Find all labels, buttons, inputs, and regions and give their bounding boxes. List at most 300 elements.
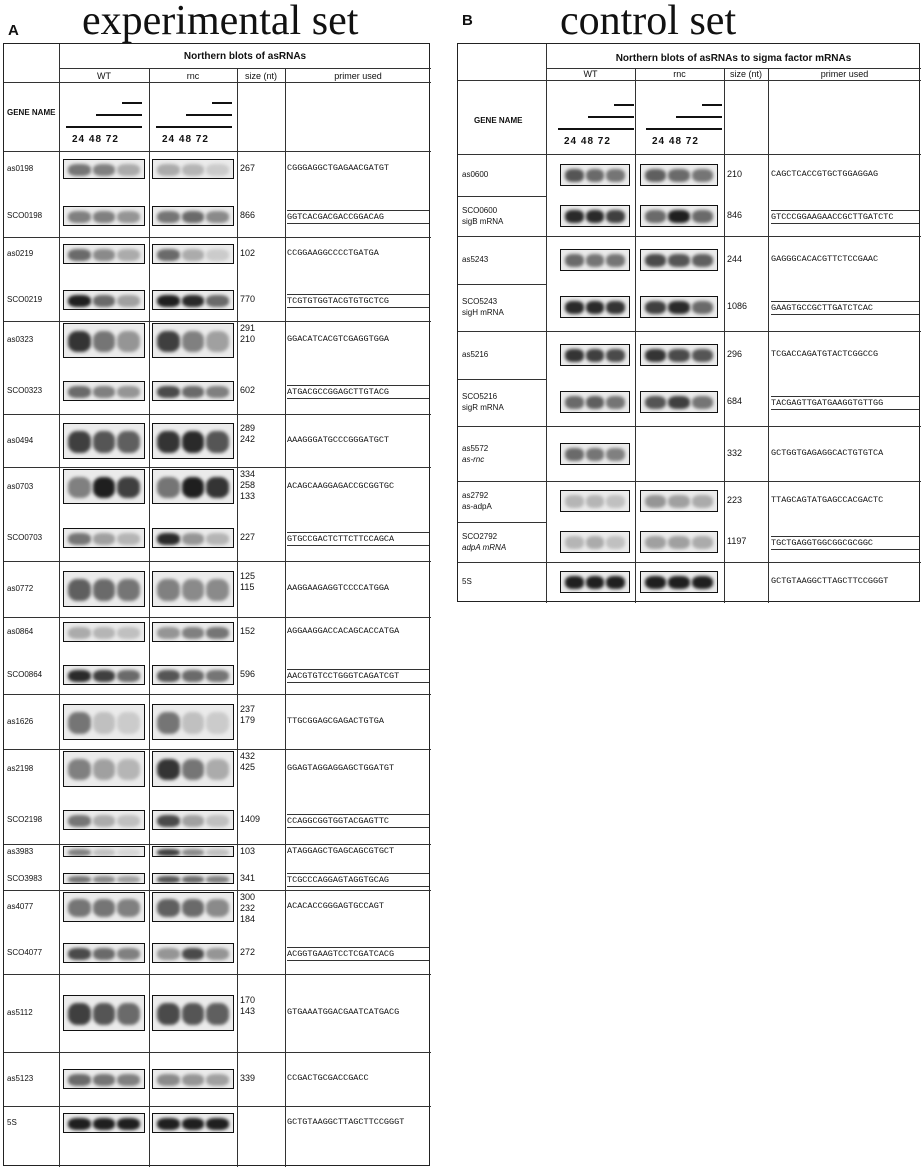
blot-band: [68, 815, 91, 827]
group-divider: [4, 237, 431, 238]
blot-wt: [63, 423, 145, 459]
blot-band: [93, 815, 116, 827]
gene-name: as0323: [7, 335, 34, 345]
blot-band: [206, 876, 229, 883]
blot-band: [157, 1003, 180, 1025]
blot-band: [93, 670, 116, 682]
blot-wt: [63, 873, 145, 884]
group-divider: [458, 481, 921, 482]
blot-band: [606, 576, 625, 589]
blot-band: [93, 849, 116, 856]
blot-band: [157, 815, 180, 827]
blot-rnc: [640, 164, 718, 186]
gene-name: [462, 296, 504, 318]
time-header-divider: [458, 154, 921, 155]
primer-sequence: GAAGTGCCGCTTGATCTCAC: [771, 301, 919, 315]
blot-wt: [63, 244, 145, 264]
blot-band: [206, 759, 229, 780]
col-header-size: size (nt): [244, 71, 277, 81]
blot-band: [645, 495, 666, 508]
blot-rnc: [152, 571, 234, 607]
blot-band: [117, 627, 140, 639]
blot-band: [182, 759, 205, 780]
blot-band: [68, 211, 91, 223]
blot-band: [668, 254, 689, 267]
group-divider: [4, 561, 431, 562]
time-point-labels: 24 48 72: [652, 136, 699, 147]
blot-band: [206, 1003, 229, 1025]
blot-wt: [63, 810, 145, 830]
panel-a-letter: A: [8, 22, 19, 39]
blot-band: [606, 254, 625, 267]
gene-name: SCO4077: [7, 948, 43, 957]
blot-band: [182, 431, 205, 453]
group-divider: [4, 694, 431, 695]
primer-sequence: ACAGCAAGGAGACCGCGGTGC: [287, 480, 395, 491]
blot-band: [157, 386, 180, 398]
blot-band: [93, 899, 116, 917]
blot-band: [93, 249, 116, 261]
primer-sequence: GCTGTAAGGCTTAGCTTCCGGGT: [771, 576, 889, 586]
blot-band: [68, 533, 91, 545]
gene-id: SCO2792: [462, 532, 498, 541]
blot-rnc: [152, 469, 234, 504]
gene-id: as5572: [462, 444, 489, 453]
gene-name: [462, 349, 488, 360]
blot-band: [93, 477, 116, 498]
blot-band: [117, 849, 140, 856]
blot-band: [182, 477, 205, 498]
blot-rnc: [152, 1113, 234, 1133]
blot-band: [68, 579, 91, 601]
blot-band: [182, 579, 205, 601]
blot-band: [206, 948, 229, 960]
blot-band: [117, 899, 140, 917]
blot-rnc: [152, 290, 234, 310]
group-divider: [458, 426, 921, 427]
primer-sequence: GTCCCGGAAGAACCGCTTGATCTC: [771, 210, 919, 224]
blot-wt: [560, 205, 630, 227]
blot-band: [157, 627, 180, 639]
blot-band: [182, 386, 205, 398]
blot-band: [93, 431, 116, 453]
blot-band: [206, 431, 229, 453]
blot-wt: [63, 206, 145, 226]
blot-band: [68, 295, 91, 307]
blot-rnc: [640, 249, 718, 271]
band-size: 244: [727, 254, 743, 264]
blot-rnc: [640, 205, 718, 227]
gene-name: as0864: [7, 627, 34, 636]
gene-name: [462, 391, 504, 413]
primer-sequence: TCGTGTGGTACGTGTGCTCG: [287, 294, 429, 308]
blot-rnc: [152, 846, 234, 857]
blot-band: [68, 386, 91, 398]
blot-band: [565, 495, 584, 508]
col-header-rnc: rnc: [186, 71, 200, 81]
row-divider: [458, 379, 546, 380]
blot-band: [68, 670, 91, 682]
group-divider: [4, 749, 431, 750]
blot-wt: [63, 469, 145, 504]
gene-name: SCO2198: [7, 815, 43, 824]
blot-band: [692, 349, 713, 362]
band-size: 210: [727, 169, 743, 179]
gene-name: as5123: [7, 1074, 34, 1083]
blot-wt: [63, 665, 145, 685]
blot-band: [206, 1118, 229, 1130]
gene-description: as-adpA: [462, 502, 492, 511]
blot-band: [206, 249, 229, 261]
blot-band: [93, 164, 116, 176]
group-divider: [4, 617, 431, 618]
blot-band: [645, 254, 666, 267]
blot-band: [182, 712, 205, 734]
blot-band: [68, 1003, 91, 1025]
blot-wt: [560, 490, 630, 512]
blot-wt: [560, 391, 630, 413]
blot-rnc: [152, 810, 234, 830]
blot-rnc: [640, 391, 718, 413]
blot-band: [586, 495, 605, 508]
blot-band: [692, 495, 713, 508]
blot-wt: [63, 381, 145, 401]
blot-band: [117, 579, 140, 601]
blot-rnc: [640, 531, 718, 553]
blot-band: [117, 670, 140, 682]
blot-band: [206, 295, 229, 307]
time-bar-24h: [558, 128, 634, 130]
group-divider: [458, 331, 921, 332]
blot-band: [606, 495, 625, 508]
blot-band: [117, 876, 140, 883]
blot-band: [668, 210, 689, 223]
band-size: 296: [727, 349, 743, 359]
blot-band: [93, 712, 116, 734]
primer-sequence: GCTGGTGAGAGGCACTGTGTCA: [771, 448, 884, 458]
blot-band: [157, 712, 180, 734]
blot-wt: [63, 751, 145, 787]
band-size: 1086: [727, 301, 748, 311]
blot-band: [668, 536, 689, 549]
blot-rnc: [152, 323, 234, 358]
panel-a-table: [3, 43, 430, 1166]
blot-band: [645, 301, 666, 314]
time-bar-48h: [186, 114, 232, 116]
band-size: 1409: [240, 814, 261, 824]
blot-band: [565, 349, 584, 362]
col-divider: [546, 44, 547, 603]
blot-rnc: [152, 423, 234, 459]
row-divider: [458, 284, 546, 285]
primer-sequence: GCTGTAAGGCTTAGCTTCCGGGT: [287, 1117, 405, 1127]
blot-band: [586, 536, 605, 549]
band-size: 339: [240, 1073, 256, 1083]
blot-band: [68, 759, 91, 780]
gene-name: [462, 531, 506, 553]
gene-name: SCO0198: [7, 211, 43, 220]
blot-band: [182, 295, 205, 307]
band-size: 846: [727, 210, 743, 220]
blot-band: [565, 301, 584, 314]
blot-band: [206, 164, 229, 176]
blot-band: [692, 169, 713, 182]
blot-band: [668, 495, 689, 508]
blot-band: [117, 712, 140, 734]
blot-wt: [560, 296, 630, 318]
blot-band: [606, 448, 625, 461]
blot-rnc: [152, 622, 234, 642]
blot-band: [668, 301, 689, 314]
subheader-divider: [458, 80, 921, 81]
blot-rnc: [640, 344, 718, 366]
blot-band: [668, 576, 689, 589]
time-course-bars: [156, 102, 246, 152]
time-bar-72h: [614, 104, 634, 106]
blot-band: [182, 249, 205, 261]
blot-band: [586, 349, 605, 362]
blot-band: [93, 759, 116, 780]
gene-name: SCO0219: [7, 295, 43, 304]
gene-name: as2198: [7, 763, 34, 773]
blot-band: [93, 386, 116, 398]
primer-sequence: GAGGGCACACGTTCTCCGAAC: [771, 254, 879, 264]
blot-band: [606, 169, 625, 182]
blot-band: [206, 533, 229, 545]
blot-band: [117, 164, 140, 176]
blot-rnc: [152, 1069, 234, 1089]
blot-band: [68, 849, 91, 856]
group-divider: [4, 974, 431, 975]
blot-band: [182, 211, 205, 223]
blot-band: [68, 431, 91, 453]
group-divider: [458, 562, 921, 563]
time-bar-48h: [96, 114, 142, 116]
blot-band: [182, 627, 205, 639]
primer-sequence: CAGCTCACCGTGCTGGAGGAG: [771, 169, 879, 179]
col-divider: [768, 68, 769, 603]
time-bar-72h: [122, 102, 142, 104]
primer-sequence: GGACATCACGTCGAGGTGGA: [287, 334, 390, 345]
col-header-wt: WT: [583, 69, 598, 79]
blot-wt: [63, 290, 145, 310]
gene-name: [462, 254, 488, 265]
blot-rnc: [640, 490, 718, 512]
blot-band: [157, 948, 180, 960]
band-size: 289 242: [240, 423, 256, 444]
time-bar-48h: [588, 116, 634, 118]
gene-name: as0703: [7, 481, 34, 491]
primer-sequence: GTGAAATGGACGAATCATGACG: [287, 1007, 400, 1017]
gene-name: [462, 205, 503, 227]
gene-name: SCO0323: [7, 386, 43, 395]
blot-band: [93, 211, 116, 223]
blot-band: [586, 301, 605, 314]
blot-band: [182, 1074, 205, 1086]
blot-band: [68, 477, 91, 498]
primer-sequence: AACGTGTCCTGGGTCAGATCGT: [287, 669, 429, 683]
gene-id: SCO5243: [462, 297, 498, 306]
blot-band: [117, 759, 140, 780]
blot-rnc: [152, 159, 234, 179]
panel-b-table: [457, 43, 920, 602]
blot-wt: [63, 943, 145, 963]
blot-rnc: [152, 704, 234, 740]
blot-band: [586, 396, 605, 409]
blot-band: [68, 164, 91, 176]
time-point-labels: 24 48 72: [564, 136, 611, 147]
col-header-primer: primer used: [334, 71, 382, 81]
blot-band: [692, 396, 713, 409]
gene-id: as5243: [462, 255, 489, 264]
blot-band: [206, 579, 229, 601]
primer-sequence: CCGGAAGGCCCCTGATGA: [287, 248, 379, 258]
blot-band: [645, 169, 666, 182]
blot-rnc: [152, 528, 234, 548]
panel-a-title: experimental set: [82, 0, 359, 44]
primer-sequence: TTGCGGAGCGAGACTGTGA: [287, 716, 384, 726]
blot-band: [692, 576, 713, 589]
gene-id: as2792: [462, 491, 489, 500]
blot-band: [565, 576, 584, 589]
blot-wt: [63, 892, 145, 922]
band-size: 125 115: [240, 571, 256, 592]
blot-wt: [63, 571, 145, 607]
gene-name-header: GENE NAME: [474, 116, 523, 125]
group-divider: [4, 1052, 431, 1053]
time-course-bars: [646, 104, 736, 154]
blot-rnc: [152, 995, 234, 1031]
primer-sequence: TACGAGTTGATGAAGGTGTTGG: [771, 396, 919, 410]
blot-band: [117, 331, 140, 352]
blot-wt: [63, 1069, 145, 1089]
blot-band: [157, 295, 180, 307]
group-divider: [4, 1106, 431, 1107]
blot-wt: [560, 249, 630, 271]
blot-wt: [63, 159, 145, 179]
gene-description: sigR mRNA: [462, 403, 504, 412]
blot-band: [117, 1074, 140, 1086]
band-size: 102: [240, 248, 256, 258]
blot-band: [157, 876, 180, 883]
blot-rnc: [152, 665, 234, 685]
blot-rnc: [152, 381, 234, 401]
blot-band: [157, 1074, 180, 1086]
blot-band: [182, 899, 205, 917]
blot-band: [68, 948, 91, 960]
primer-sequence: ATGACGCCGGAGCTTGTACG: [287, 385, 429, 399]
blot-band: [668, 169, 689, 182]
time-point-labels: 24 48 72: [162, 134, 209, 145]
gene-name: as0772: [7, 584, 34, 593]
blot-band: [157, 670, 180, 682]
blot-band: [645, 536, 666, 549]
primer-sequence: AAAGGGATGCCCGGGATGCT: [287, 435, 390, 445]
blot-band: [157, 331, 180, 352]
blot-band: [606, 536, 625, 549]
primer-sequence: CCGACTGCGACCGACC: [287, 1073, 369, 1083]
gene-name: as4077: [7, 902, 34, 911]
band-size: 866: [240, 210, 256, 220]
blot-band: [93, 579, 116, 601]
blot-band: [157, 579, 180, 601]
blot-wt: [560, 571, 630, 593]
band-size: 332: [727, 448, 743, 458]
band-size: 341: [240, 872, 256, 883]
header-divider: [59, 68, 431, 69]
gene-name: [462, 169, 488, 180]
blot-rnc: [640, 296, 718, 318]
primer-sequence: ATAGGAGCTGAGCAGCGTGCT: [287, 845, 395, 856]
band-size: 432 425: [240, 751, 256, 772]
band-size: 596: [240, 669, 256, 679]
blot-band: [93, 533, 116, 545]
primer-sequence: AAGGAAGAGGTCCCCATGGA: [287, 583, 390, 593]
blot-band: [68, 1118, 91, 1130]
blot-band: [68, 627, 91, 639]
band-size: 272: [240, 947, 256, 957]
group-divider: [4, 414, 431, 415]
blot-band: [206, 331, 229, 352]
blot-band: [157, 759, 180, 780]
gene-id: as5216: [462, 350, 489, 359]
band-size: 237 179: [240, 704, 256, 725]
band-size: 103: [240, 845, 256, 856]
group-divider: [4, 321, 431, 322]
blot-band: [586, 210, 605, 223]
blot-band: [182, 670, 205, 682]
blot-band: [565, 210, 584, 223]
primer-sequence: GGTCACGACGACCGGACAG: [287, 210, 429, 224]
col-header-rnc: rnc: [673, 69, 686, 79]
blot-band: [182, 331, 205, 352]
primer-sequence: GGAGTAGGAGGAGCTGGATGT: [287, 762, 395, 773]
group-divider: [4, 467, 431, 468]
blot-rnc: [152, 751, 234, 787]
blot-band: [68, 876, 91, 883]
blot-band: [117, 386, 140, 398]
time-course-bars: [66, 102, 156, 152]
blot-rnc: [640, 571, 718, 593]
gene-name: 5S: [7, 1118, 17, 1127]
gene-description: sigH mRNA: [462, 308, 504, 317]
blot-band: [645, 396, 666, 409]
blot-band: [93, 295, 116, 307]
blot-band: [586, 169, 605, 182]
group-divider: [4, 890, 431, 891]
primer-sequence: TGCTGAGGTGGCGGCGCGGC: [771, 536, 919, 550]
primer-sequence: CGGGAGGCTGAGAACGATGT: [287, 163, 390, 173]
blot-band: [68, 331, 91, 352]
row-divider: [458, 196, 546, 197]
blot-band: [206, 1074, 229, 1086]
blot-band: [117, 1003, 140, 1025]
blot-band: [68, 1074, 91, 1086]
row-divider: [458, 522, 546, 523]
primer-sequence: ACACACCGGGAGTGCCAGT: [287, 901, 384, 911]
blot-band: [206, 712, 229, 734]
blot-band: [182, 1118, 205, 1130]
gene-description: as-rnc: [462, 455, 485, 464]
gene-description: adpA mRNA: [462, 543, 507, 552]
blot-wt: [560, 443, 630, 465]
blot-band: [157, 533, 180, 545]
blot-band: [182, 1003, 205, 1025]
blot-band: [93, 876, 116, 883]
gene-name: as1626: [7, 717, 34, 726]
band-size: 684: [727, 396, 743, 406]
gene-description: sigB mRNA: [462, 217, 504, 226]
